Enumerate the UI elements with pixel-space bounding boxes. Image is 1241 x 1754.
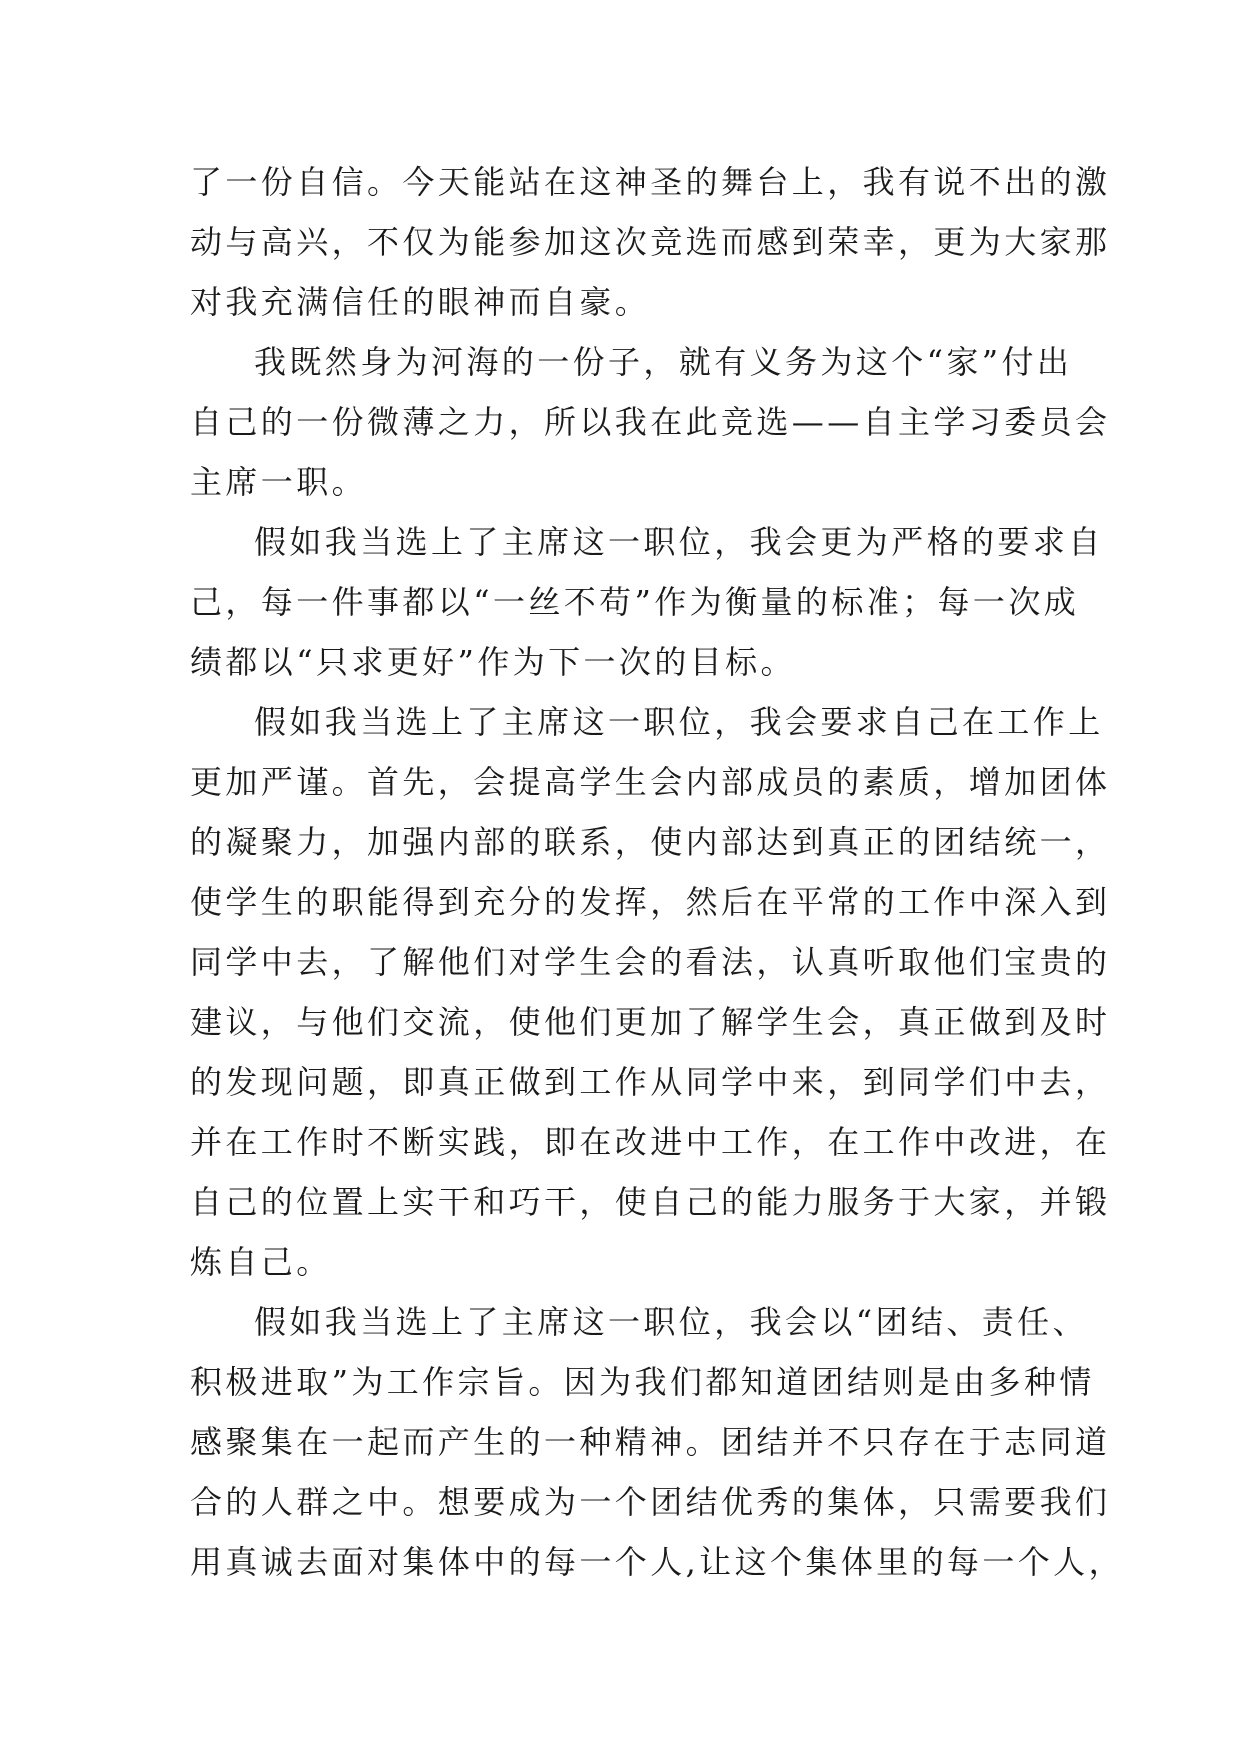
- text-line: 更加严谨。首先，会提高学生会内部成员的素质，增加团体: [190, 763, 1111, 801]
- paragraph: [190, 152, 1111, 332]
- text-line: 了一份自信。今天能站在这神圣的舞台上，我有说不出的激: [190, 163, 1111, 201]
- text-line: 我既然身为河海的一份子，就有义务为这个“家”付出: [254, 343, 1073, 381]
- text-line: 对我充满信任的眼神而自豪。: [190, 283, 651, 321]
- text-line: 积极进取”为工作宗旨。因为我们都知道团结则是由多种情: [190, 1363, 1095, 1401]
- paragraph: [190, 512, 1104, 692]
- text-line: 建议，与他们交流，使他们更加了解学生会，真正做到及时: [190, 1003, 1111, 1041]
- text-line: 己，每一件事都以“一丝不苟”作为衡量的标准；每一次成: [190, 583, 1080, 621]
- text-line: 同学中去，了解他们对学生会的看法，认真听取他们宝贵的: [190, 943, 1111, 981]
- paragraph: [190, 692, 1111, 1292]
- text-line: 主席一职。: [190, 463, 368, 501]
- text-line: 炼自己。: [190, 1243, 332, 1281]
- text-line: 假如我当选上了主席这一职位，我会以“团结、责任、: [254, 1303, 1088, 1341]
- paragraph: [190, 332, 1111, 512]
- text-line: 假如我当选上了主席这一职位，我会更为严格的要求自: [254, 523, 1104, 561]
- text-line: 感聚集在一起而产生的一种精神。团结并不只存在于志同道: [190, 1423, 1111, 1461]
- text-line: 绩都以“只求更好”作为下一次的目标。: [190, 643, 796, 681]
- paragraph: [190, 1292, 1124, 1592]
- text-line: 自己的位置上实干和巧干，使自己的能力服务于大家，并锻: [190, 1183, 1111, 1221]
- document-body: [190, 152, 1124, 1592]
- text-line: 合的人群之中。想要成为一个团结优秀的集体，只需要我们: [190, 1483, 1111, 1521]
- text-line: 并在工作时不断实践，即在改进中工作，在工作中改进，在: [190, 1123, 1111, 1161]
- text-line: 假如我当选上了主席这一职位，我会要求自己在工作上: [254, 703, 1104, 741]
- text-line: 的发现问题，即真正做到工作从同学中来，到同学们中去，: [190, 1063, 1111, 1101]
- text-line: 动与高兴，不仅为能参加这次竞选而感到荣幸，更为大家那: [190, 223, 1111, 261]
- text-line: 用真诚去面对集体中的每一个人,让这个集体里的每一个人，: [190, 1543, 1124, 1581]
- text-line: 的凝聚力，加强内部的联系，使内部达到真正的团结统一，: [190, 823, 1111, 861]
- text-line: 自己的一份微薄之力，所以我在此竞选——自主学习委员会: [190, 403, 1111, 441]
- text-line: 使学生的职能得到充分的发挥，然后在平常的工作中深入到: [190, 883, 1111, 921]
